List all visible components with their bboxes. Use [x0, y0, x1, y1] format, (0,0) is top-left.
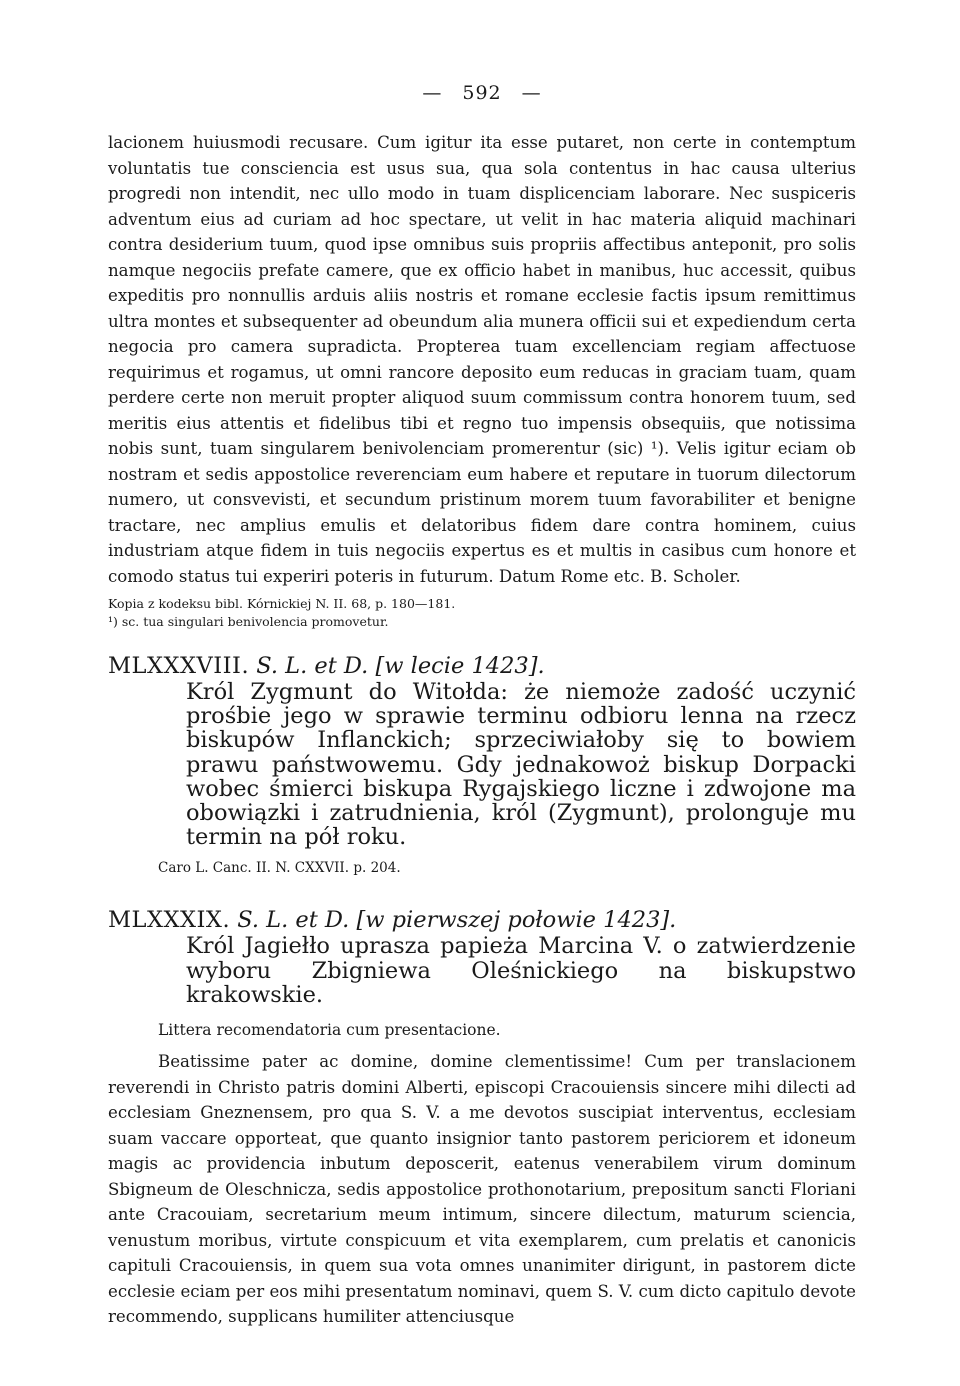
- document-summary: Król Zygmunt do Witołda: że niemoże zadość uczynić prośbie jego w sprawie terminu odbioru lenna na rzecz biskupów Inflanckich; sprzeciwiałoby się to bowiem prawu państwowemu. Gdy jednakowoż biskup Dorpacki wobec śmierci biskupa Rygajskiego liczne i zdwojone ma obowiązki i zatrudnienia, król (Zygmunt), prolonguje mu termin na pół roku.: [186, 679, 856, 851]
- continued-letter-text: lacionem huiusmodi recusare. Cum igitur ita esse putaret, non certe in contemptum voluntatis tue consciencia est usus sua, qua sola contentus in hac causa ulterius progredi non intendit, nec ullo modo in tuam displicenciam laborare. Nec suspiceris adventum eius ad curiam ad hoc spectare, ut velit in hac materia aliquid machinari contra desiderium tuum, quod ipse omnibus suis propriis affectibus anteponit, pro solis namque negociis prefate camere, que ex officio habet in manibus, huc accessit, quibus expeditis pro nonnullis arduis aliis nostris et romane ecclesie factis ipsum remittimus ultra montes et subsequenter ad obeundum alia munera officii sui et expediendum certa negocia pro camera supradicta. Propterea tuam excellenciam regiam affectuose requirimus et rogamus, ut omni rancore deposito eum reducas in graciam tuam, quam perdere certe non meruit propter aliquod suum commissum contra honorem tuum, sed meritis eius attentis et fidelibus tibi et regno tuo impensis obsequiis, que notissima nobis sunt, tuam singularem benivolenciam promerentur (sic) ¹). Velis igitur eciam ob nostram et sedis appostolice reverenciam eum habere et reputare in tuorum dilectorum numero, ut consvevisti, et secundum pristinum morem tuum favorabiliter et benigne tractare, nec amplius emulis et delatoribus fidem dare contra hominem, cuius industriam atque fidem in tuis negociis expertus es et multis in casibus cum honore et comodo status tui experiri poteris in futurum. Datum Rome etc. B. Scholer.: [108, 133, 856, 586]
- document-heading: [108, 907, 856, 934]
- source-note: Kopia z kodeksu bibl. Kórnickiej N. II. 68, p. 180—181.: [108, 596, 456, 611]
- document-source: Caro L. Canc. II. N. CXXVII. p. 204.: [158, 860, 401, 877]
- document-page: [108, 82, 856, 1330]
- document-mlxxxix: [108, 907, 856, 1329]
- document-mlxxxviii: [108, 653, 856, 877]
- document-number: MLXXXIX.: [108, 907, 231, 934]
- page-number: 592: [462, 82, 502, 104]
- document-intro: Littera recomendatoria cum presentacione.: [158, 1021, 501, 1040]
- document-heading: [108, 653, 856, 680]
- dash-right: —: [521, 82, 542, 104]
- dash-left: —: [422, 82, 443, 104]
- footnote: ¹) sc. tua singulari benivolencia promovetur.: [108, 614, 389, 629]
- document-date: S. L. et D. [w lecie 1423].: [256, 653, 545, 679]
- document-date: S. L. et D. [w pierwszej połowie 1423].: [237, 907, 677, 934]
- document-summary: Król Jagiełło uprasza papieża Marcina V. o zatwierdzenie wyboru Zbigniewa Oleśnickiego na biskupstwo krakowskie.: [186, 933, 856, 1008]
- document-text: Beatissime pater ac domine, domine clementissime! Cum per translacionem reverendi in Christo patris domini Alberti, episcopi Cracouiensis sincere mihi dilecti ad ecclesiam Gneznensem, pro qua S. V. a me devotos suscipiat interventus, ecclesiam suam vaccare opporteat, que quanto insignior tanto pastorem periciorem et idoneum magis ac providencia inbutum deposcerit, eatenus venerabilem virum dominum Sbigneum de Oleschnicza, sedis appostolice prothonotarium, prepositum sancti Floriani ante Cracouiam, secretarium meum intimum, sincere dilectum, maturum sciencia, venustum moribus, virtute conspicuum et vita exemplarem, cum prelatis et canonicis capituli Cracouiensis, in quem sua vota omnes unanimiter dirigunt, in pastorem dicte ecclesie eciam per eos mihi presentatum nominavi, quem S. V. cum dicto capitulo devote recommendo, supplicans humiliter attenciusque: [108, 1052, 856, 1327]
- document-number: MLXXXVIII.: [108, 653, 250, 679]
- page-number-header: [108, 82, 856, 108]
